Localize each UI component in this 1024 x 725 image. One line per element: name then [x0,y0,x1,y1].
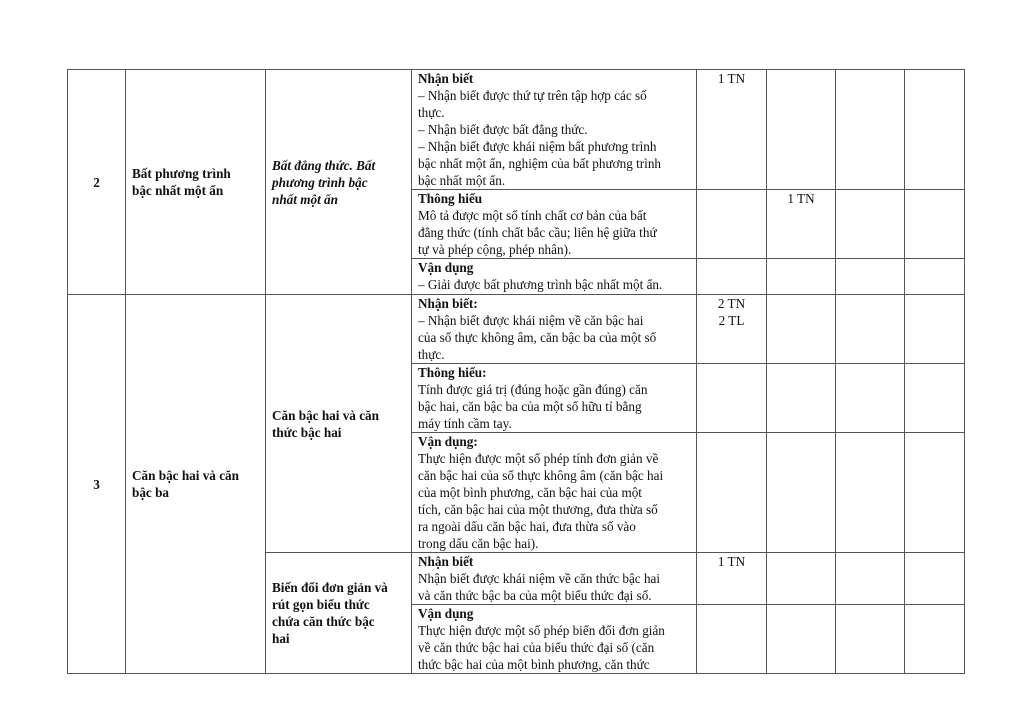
count-cell [905,259,965,295]
topic-cell: Bất phương trình bậc nhất một ẩn [126,70,266,295]
specification-table [67,69,965,674]
count-cell [767,364,836,433]
count-cell [836,190,905,259]
count-cell [697,190,767,259]
count-cell [905,364,965,433]
count-cell: 1 TN [697,70,767,190]
row-number: 3 [68,295,126,674]
table-row [68,70,965,190]
row-number: 2 [68,70,126,295]
count-cell [836,605,905,674]
count-cell [905,70,965,190]
count-cell [767,295,836,364]
count-cell [767,605,836,674]
count-cell [697,605,767,674]
count-cell [767,70,836,190]
level-label: Vận dụng [418,260,474,275]
count-cell: 1 TN [767,190,836,259]
count-cell [905,295,965,364]
count-cell: 2 TN 2 TL [697,295,767,364]
level-label: Thông hiểu [418,191,483,206]
count-cell [905,190,965,259]
level-label: Nhận biết [418,554,474,569]
requirement-cell: Thông hiểu: Tính được giá trị (đúng hoặc gần đúng) căn bậc hai, căn bậc ba của một số hữu tỉ bằng máy tính cầm tay. [412,364,697,433]
count-cell [836,259,905,295]
requirement-cell: Vận dụng Thực hiện được một số phép biến đổi đơn giản về căn thức bậc hai của biểu thức đại số (căn thức bậc hai của một bình phương, căn thức [412,605,697,674]
topic-cell: Căn bậc hai và căn bậc ba [126,295,266,674]
unit-cell: Căn bậc hai và căn thức bậc hai [266,295,412,553]
level-label: Thông hiểu: [418,365,487,380]
requirement-cell: Thông hiểu Mô tả được một số tính chất cơ bản của bất đẳng thức (tính chất bắc cầu; liên hệ giữa thứ tự và phép cộng, phép nhân). [412,190,697,259]
count-cell [697,364,767,433]
count-cell [836,553,905,605]
level-label: Vận dụng [418,606,474,621]
requirement-cell: Nhận biết – Nhận biết được thứ tự trên tập hợp các số thực. – Nhận biết được bất đẳng thức. – Nhận biết được khái niệm bất phương trình bậc nhất một ẩn, nghiệm của bất phương trình bậc nhất một ẩn. [412,70,697,190]
count-cell [905,553,965,605]
count-cell [836,364,905,433]
count-cell [836,433,905,553]
unit-cell: Biến đổi đơn giản và rút gọn biểu thức chứa căn thức bậc hai [266,553,412,674]
requirement-cell: Nhận biết Nhận biết được khái niệm về căn thức bậc hai và căn thức bậc ba của một biểu thức đại số. [412,553,697,605]
count-cell [767,553,836,605]
count-cell [836,70,905,190]
count-cell [905,433,965,553]
unit-cell: Bất đẳng thức. Bất phương trình bậc nhất một ẩn [266,70,412,295]
table-row [68,295,965,364]
count-cell [697,259,767,295]
count-cell [905,605,965,674]
level-label: Nhận biết [418,71,474,86]
requirement-cell: Vận dụng: Thực hiện được một số phép tính đơn giản về căn bậc hai của số thực không âm (căn bậc hai của một bình phương, căn bậc hai của một tích, căn bậc hai của một thương, đưa thừa số ra ngoài dấu căn bậc hai, đưa thừa số vào trong dấu căn bậc hai). [412,433,697,553]
requirement-cell: Vận dụng – Giải được bất phương trình bậc nhất một ẩn. [412,259,697,295]
level-label: Vận dụng: [418,434,478,449]
count-cell [767,433,836,553]
requirement-cell: Nhận biết: – Nhận biết được khái niệm về căn bậc hai của số thực không âm, căn bậc ba của một số thực. [412,295,697,364]
count-cell [697,433,767,553]
level-label: Nhận biết: [418,296,478,311]
count-cell: 1 TN [697,553,767,605]
count-cell [767,259,836,295]
count-cell [836,295,905,364]
